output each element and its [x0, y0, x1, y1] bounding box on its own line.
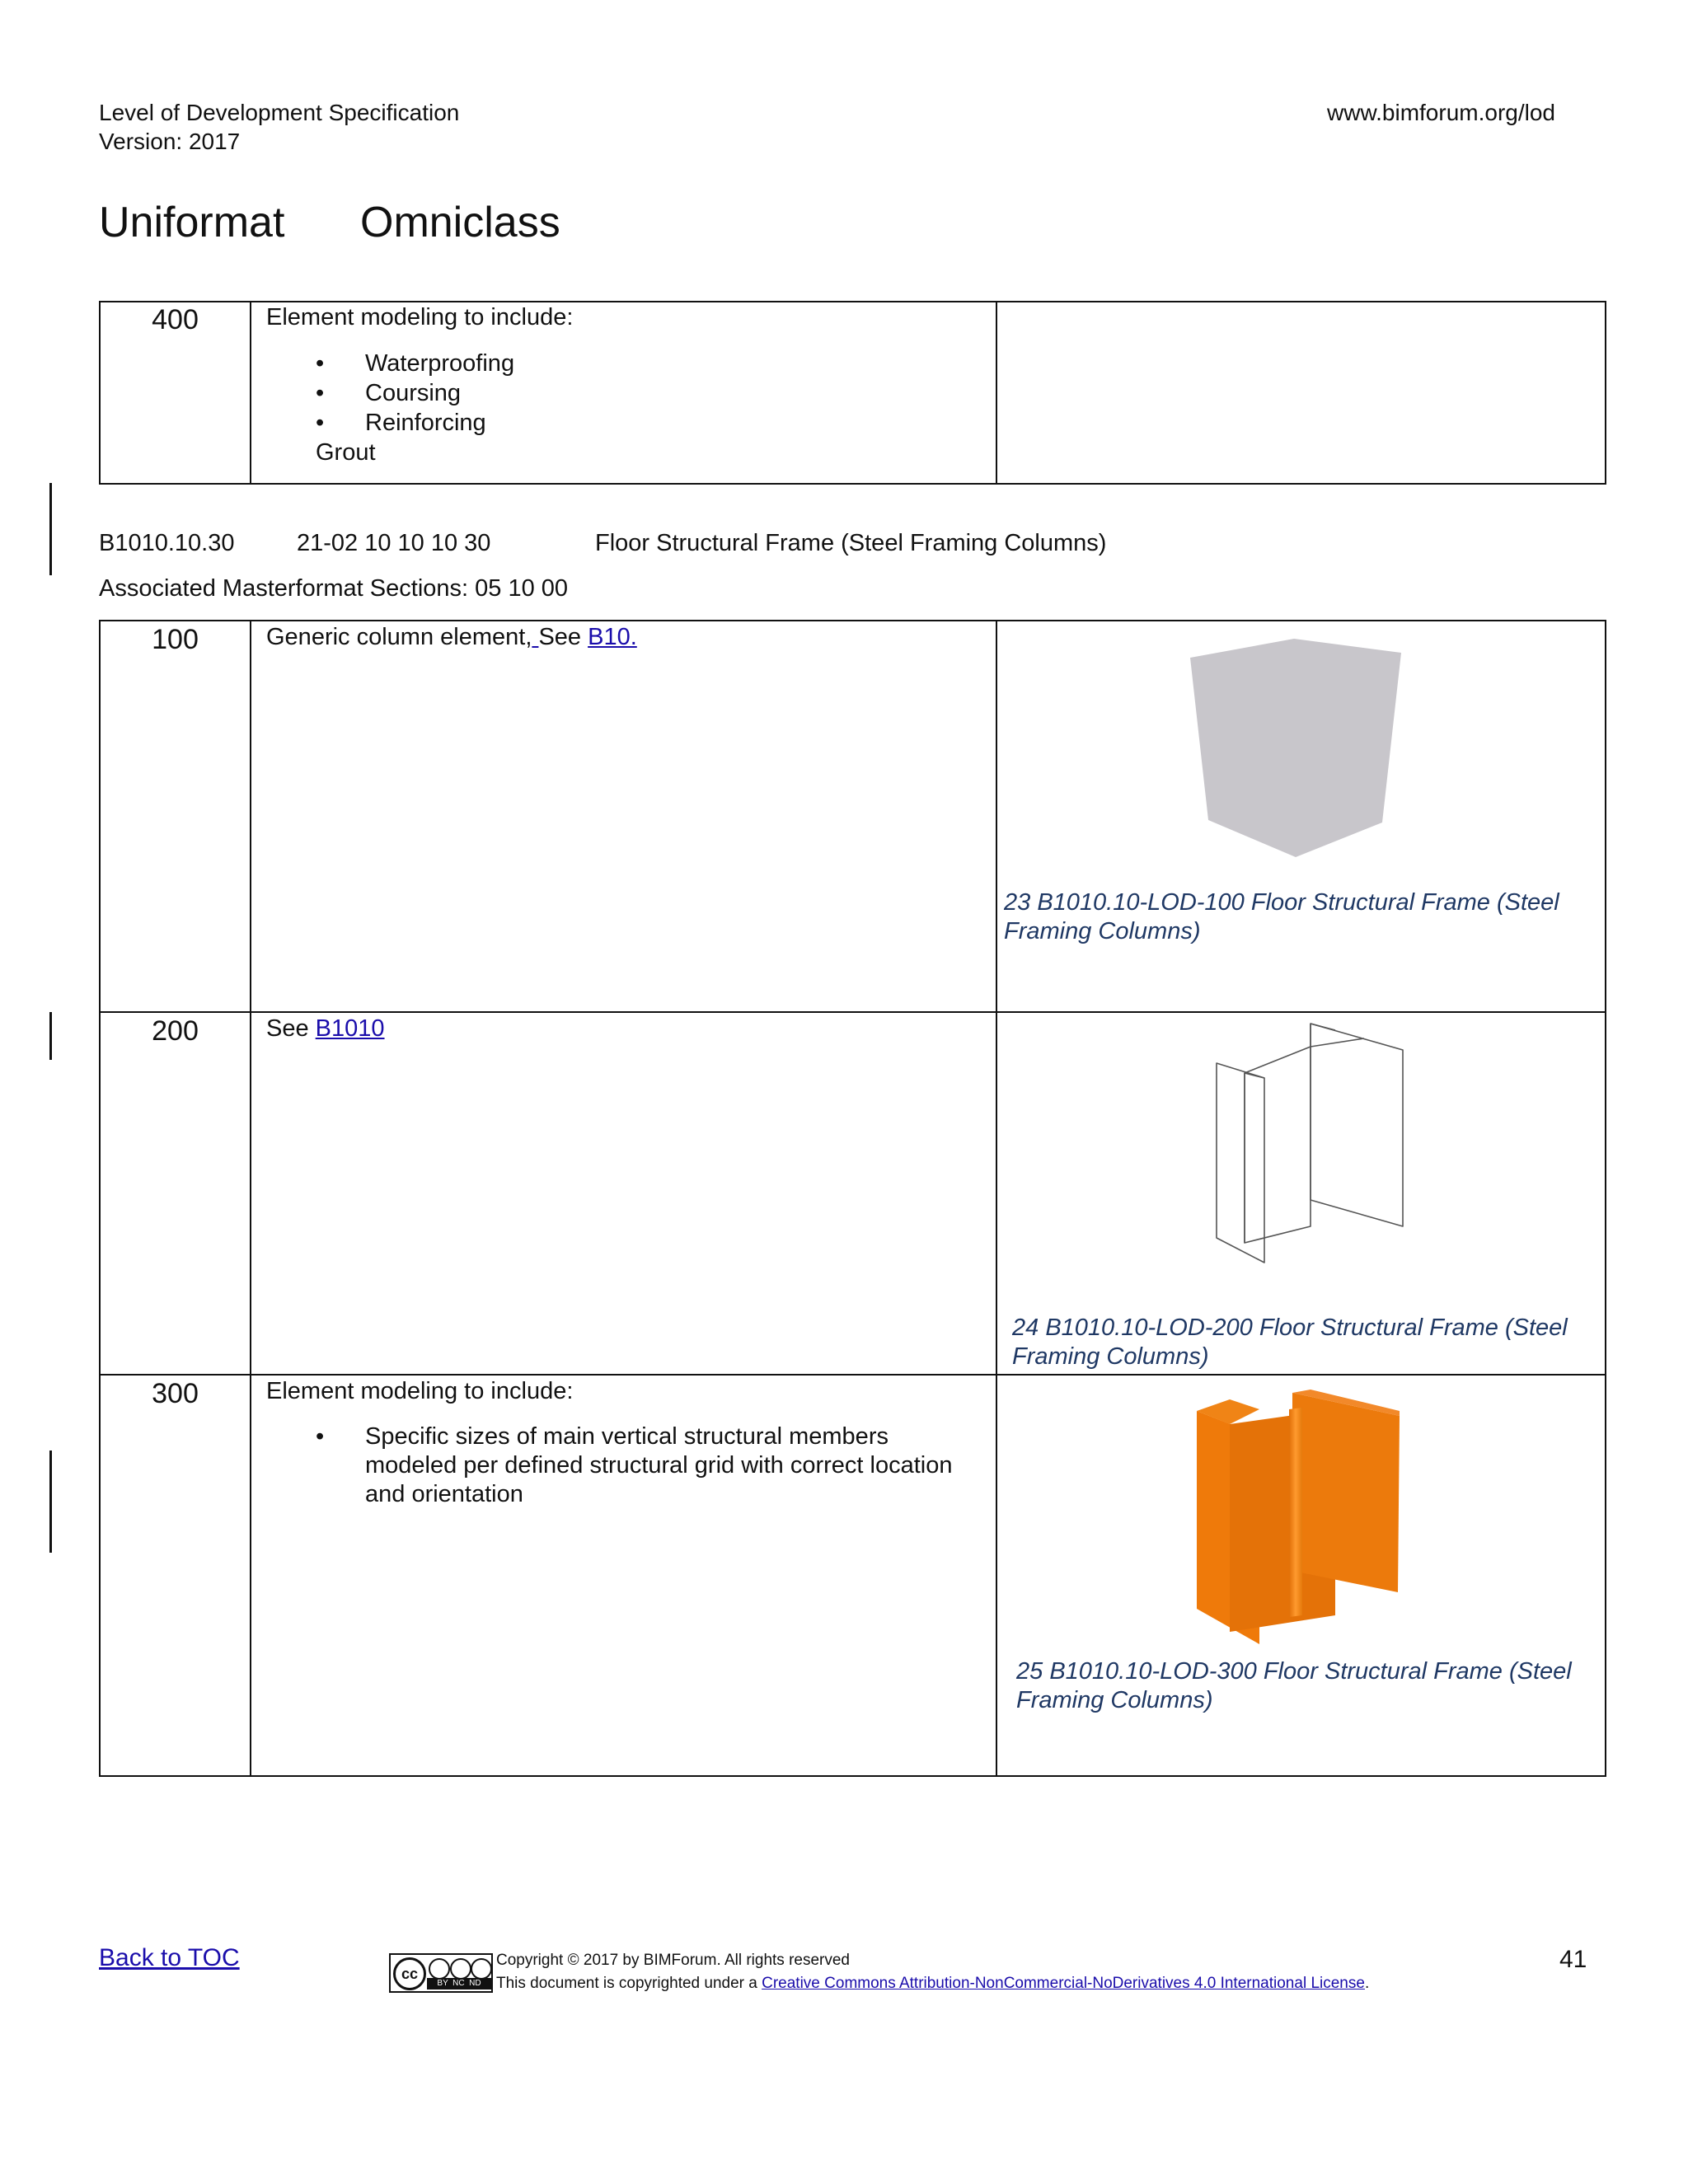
by-icon: [429, 1958, 450, 1980]
masterformat-sections: Associated Masterformat Sections: 05 10 00: [99, 575, 569, 602]
back-to-toc-link[interactable]: Back to TOC: [99, 1944, 240, 1971]
link-b1010[interactable]: B1010: [315, 1015, 385, 1042]
link-b10[interactable]: B10.: [588, 624, 637, 650]
row-400-intro: Element modeling to include:: [266, 304, 574, 330]
column-lod-100-image: [1179, 635, 1409, 857]
bullet-continuation: modeled per defined structural grid with correct location: [365, 1452, 953, 1479]
row-200-description: See B1010: [266, 1015, 385, 1042]
heading-uniformat: Uniformat: [99, 199, 285, 246]
nd-icon: [471, 1958, 492, 1980]
revision-bar: [49, 483, 52, 575]
row-400-trailing: Grout: [316, 439, 376, 466]
revision-bar: [49, 1012, 52, 1060]
license-text: This document is copyrighted under a Creative Commons Attribution-NonCommercial-NoDerivatives 4.0 International License.: [496, 1975, 1370, 1992]
caption-lod-100-line1: 23 B1010.10-LOD-100 Floor Structural Frame (Steel: [1004, 889, 1559, 916]
caption-lod-300-line2: Framing Columns): [1016, 1687, 1213, 1713]
caption-lod-100-line2: Framing Columns): [1004, 918, 1201, 944]
column-lod-200-wireframe: [1203, 1014, 1409, 1269]
column-lod-300-image: [1187, 1385, 1409, 1648]
row-100-description: Generic column element, See B10.: [266, 624, 637, 650]
caption-lod-200-line2: Framing Columns): [1012, 1343, 1209, 1370]
cc-license-badge: [389, 1953, 493, 1993]
cc-icon: cc: [393, 1957, 426, 1990]
caption-lod-300-line1: 25 B1010.10-LOD-300 Floor Structural Frame (Steel: [1016, 1658, 1572, 1685]
doc-version: Version: 2017: [99, 129, 241, 154]
page-number: 41: [1559, 1946, 1587, 1973]
license-link[interactable]: Creative Commons Attribution-NonCommercial-NoDerivatives 4.0 International License: [762, 1975, 1365, 1992]
omniclass-code: 21-02 10 10 10 30: [297, 530, 491, 556]
bullet-continuation: and orientation: [365, 1481, 523, 1507]
copyright-text: Copyright © 2017 by BIMForum. All rights reserved: [496, 1952, 851, 1969]
lod-400: 400: [152, 304, 199, 335]
nc-icon: [450, 1958, 471, 1980]
lod-100: 100: [152, 624, 199, 655]
lod-300: 300: [152, 1378, 199, 1409]
header-url: www.bimforum.org/lod: [1327, 100, 1555, 125]
element-name: Floor Structural Frame (Steel Framing Columns): [595, 530, 1107, 556]
lod-200: 200: [152, 1015, 199, 1047]
doc-title: Level of Development Specification: [99, 100, 460, 125]
uniformat-code: B1010.10.30: [99, 530, 235, 556]
row-300-intro: Element modeling to include:: [266, 1378, 574, 1404]
revision-bar: [49, 1451, 52, 1553]
caption-lod-200-line1: 24 B1010.10-LOD-200 Floor Structural Frame (Steel: [1012, 1315, 1568, 1341]
heading-omniclass: Omniclass: [360, 199, 560, 246]
cc-badge-label: BY NC ND: [427, 1978, 491, 1990]
